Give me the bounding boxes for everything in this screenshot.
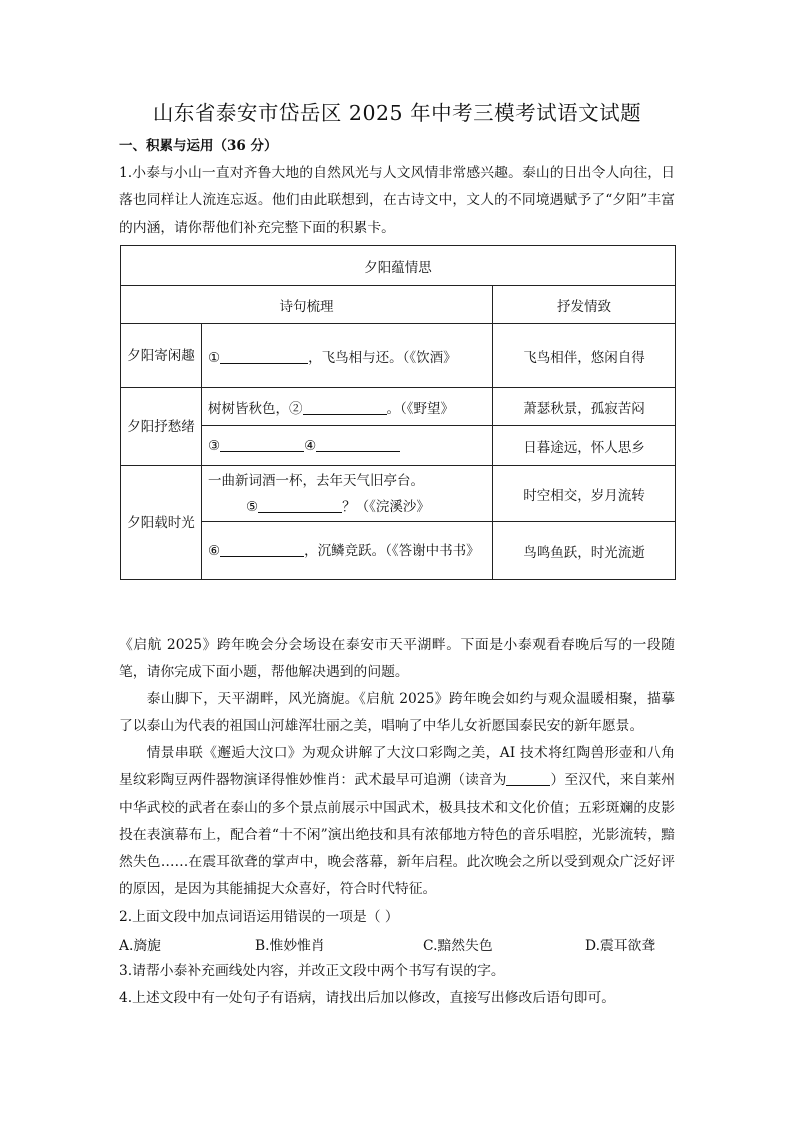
poem-line-5: 一曲新词酒一杯，去年天气旧亭台。 ⑤ ？（《浣溪沙》 <box>202 466 493 522</box>
poem-line-1: ① ，飞鸟相与还。（《饮酒》 <box>202 324 493 388</box>
page-title: 山东省泰安市岱岳区 2025 年中考三模考试语文试题 <box>152 101 642 125</box>
category-sorrow: 夕阳抒愁绪 <box>121 388 202 466</box>
question-4-text: 4.上述文段中有一处句子有语病，请找出后加以修改，直接写出修改后语句即可。 <box>119 990 616 1006</box>
question-2-text: 2.上面文段中加点词语运用错误的一项是（ ） <box>119 909 399 925</box>
question-3-text: 3.请帮小泰补充画线处内容，并改正文段中两个书写有误的字。 <box>119 963 505 979</box>
blank-number: ② <box>289 400 303 417</box>
passage-paragraph-2: 情景串联《邂逅大汶口》为观众讲解了大汶口彩陶之美，AI 技术将红陶兽形壶和八角星纹彩陶豆两件器物演译得惟妙惟肖：武术最早可追溯（读音为 ）至汉代，来自莱州中华武校的武者在泰山的多个景点前展示中国武术，极具技术和文化价值；五彩斑斓的皮影投在表演幕布上，配合着“十不闲”演出绝技和具有浓郁地方特色的音乐唱腔，光影流转，黯然失色……在震耳欲聋的掌声中，晚会落幕，新年启程。此次晚会之所以受到观众广泛好评的原因，是因为其能捕捉大众喜好，符合时代特征。 <box>119 745 676 898</box>
fill-blank[interactable] <box>220 542 304 557</box>
blank-number: ④ <box>304 438 317 454</box>
header-poem-lines: 诗句梳理 <box>121 286 493 324</box>
poem-line-2: 树树皆秋色，② 。（《野望》 <box>202 388 493 426</box>
emotion-3: 日暮途远，怀人思乡 <box>493 426 676 466</box>
category-leisure: 夕阳寄闲趣 <box>121 324 202 388</box>
passage-intro: 《启航 2025》跨年晚会分会场设在泰安市天平湖畔。下面是小泰观看春晚后写的一段随笔，请你完成下面小题，帮他解决遇到的问题。 <box>119 637 675 681</box>
category-time: 夕阳载时光 <box>121 466 202 580</box>
blank-number: ⑥ <box>208 542 221 559</box>
fill-blank[interactable] <box>258 498 342 513</box>
emotion-5: 时空相交，岁月流转 <box>493 466 676 522</box>
poem-line-3-4 <box>202 426 493 466</box>
poem-line-6: ⑥ ，沉鳞竞跃。（《答谢中书书》 <box>202 522 493 580</box>
fill-blank[interactable] <box>220 437 304 452</box>
header-emotion: 抒发情致 <box>493 286 676 324</box>
fill-blank[interactable] <box>220 349 308 364</box>
emotion-2: 萧瑟秋景，孤寂苦闷 <box>493 388 676 426</box>
blank-number: ③ <box>208 438 221 454</box>
section-heading: 一、积累与运用（36 分） <box>119 138 278 154</box>
question-1-text: 1.小泰与小山一直对齐鲁大地的自然风光与人文风情非常感兴趣。泰山的日出令人向往，日落也同样让人流连忘返。他们由此联想到，在古诗文中，文人的不同境遇赋予了“夕阳”丰富的内涵，请你帮他们补充完整下面的积累卡。 <box>119 165 675 236</box>
fill-blank[interactable] <box>316 437 400 452</box>
emotion-6: 鸟鸣鱼跃，时光流逝 <box>493 522 676 580</box>
pinyin-blank[interactable] <box>506 771 550 786</box>
option-d[interactable]: D.震耳欲聋 <box>585 938 656 954</box>
blank-number: ① <box>208 349 221 366</box>
question-2-options <box>119 934 679 954</box>
table-title: 夕阳蕴情思 <box>121 246 676 286</box>
option-b[interactable]: B.惟妙惟肖 <box>255 938 325 954</box>
blank-number: ⑤ <box>246 498 259 515</box>
emotion-1: 飞鸟相伴，悠闲自得 <box>493 324 676 388</box>
option-c[interactable]: C.黯然失色 <box>423 938 493 954</box>
passage-paragraph-1: 泰山脚下，天平湖畔，风光旖旎。《启航 2025》跨年晚会如约与观众温暖相聚，描摹了以泰山为代表的祖国山河雄浑壮丽之美，唱响了中华儿女祈愿国泰民安的新年愿景。 <box>119 691 675 735</box>
accumulation-card-table <box>120 245 676 580</box>
option-a[interactable]: A.旖旎 <box>119 938 161 954</box>
fill-blank[interactable] <box>303 400 387 415</box>
